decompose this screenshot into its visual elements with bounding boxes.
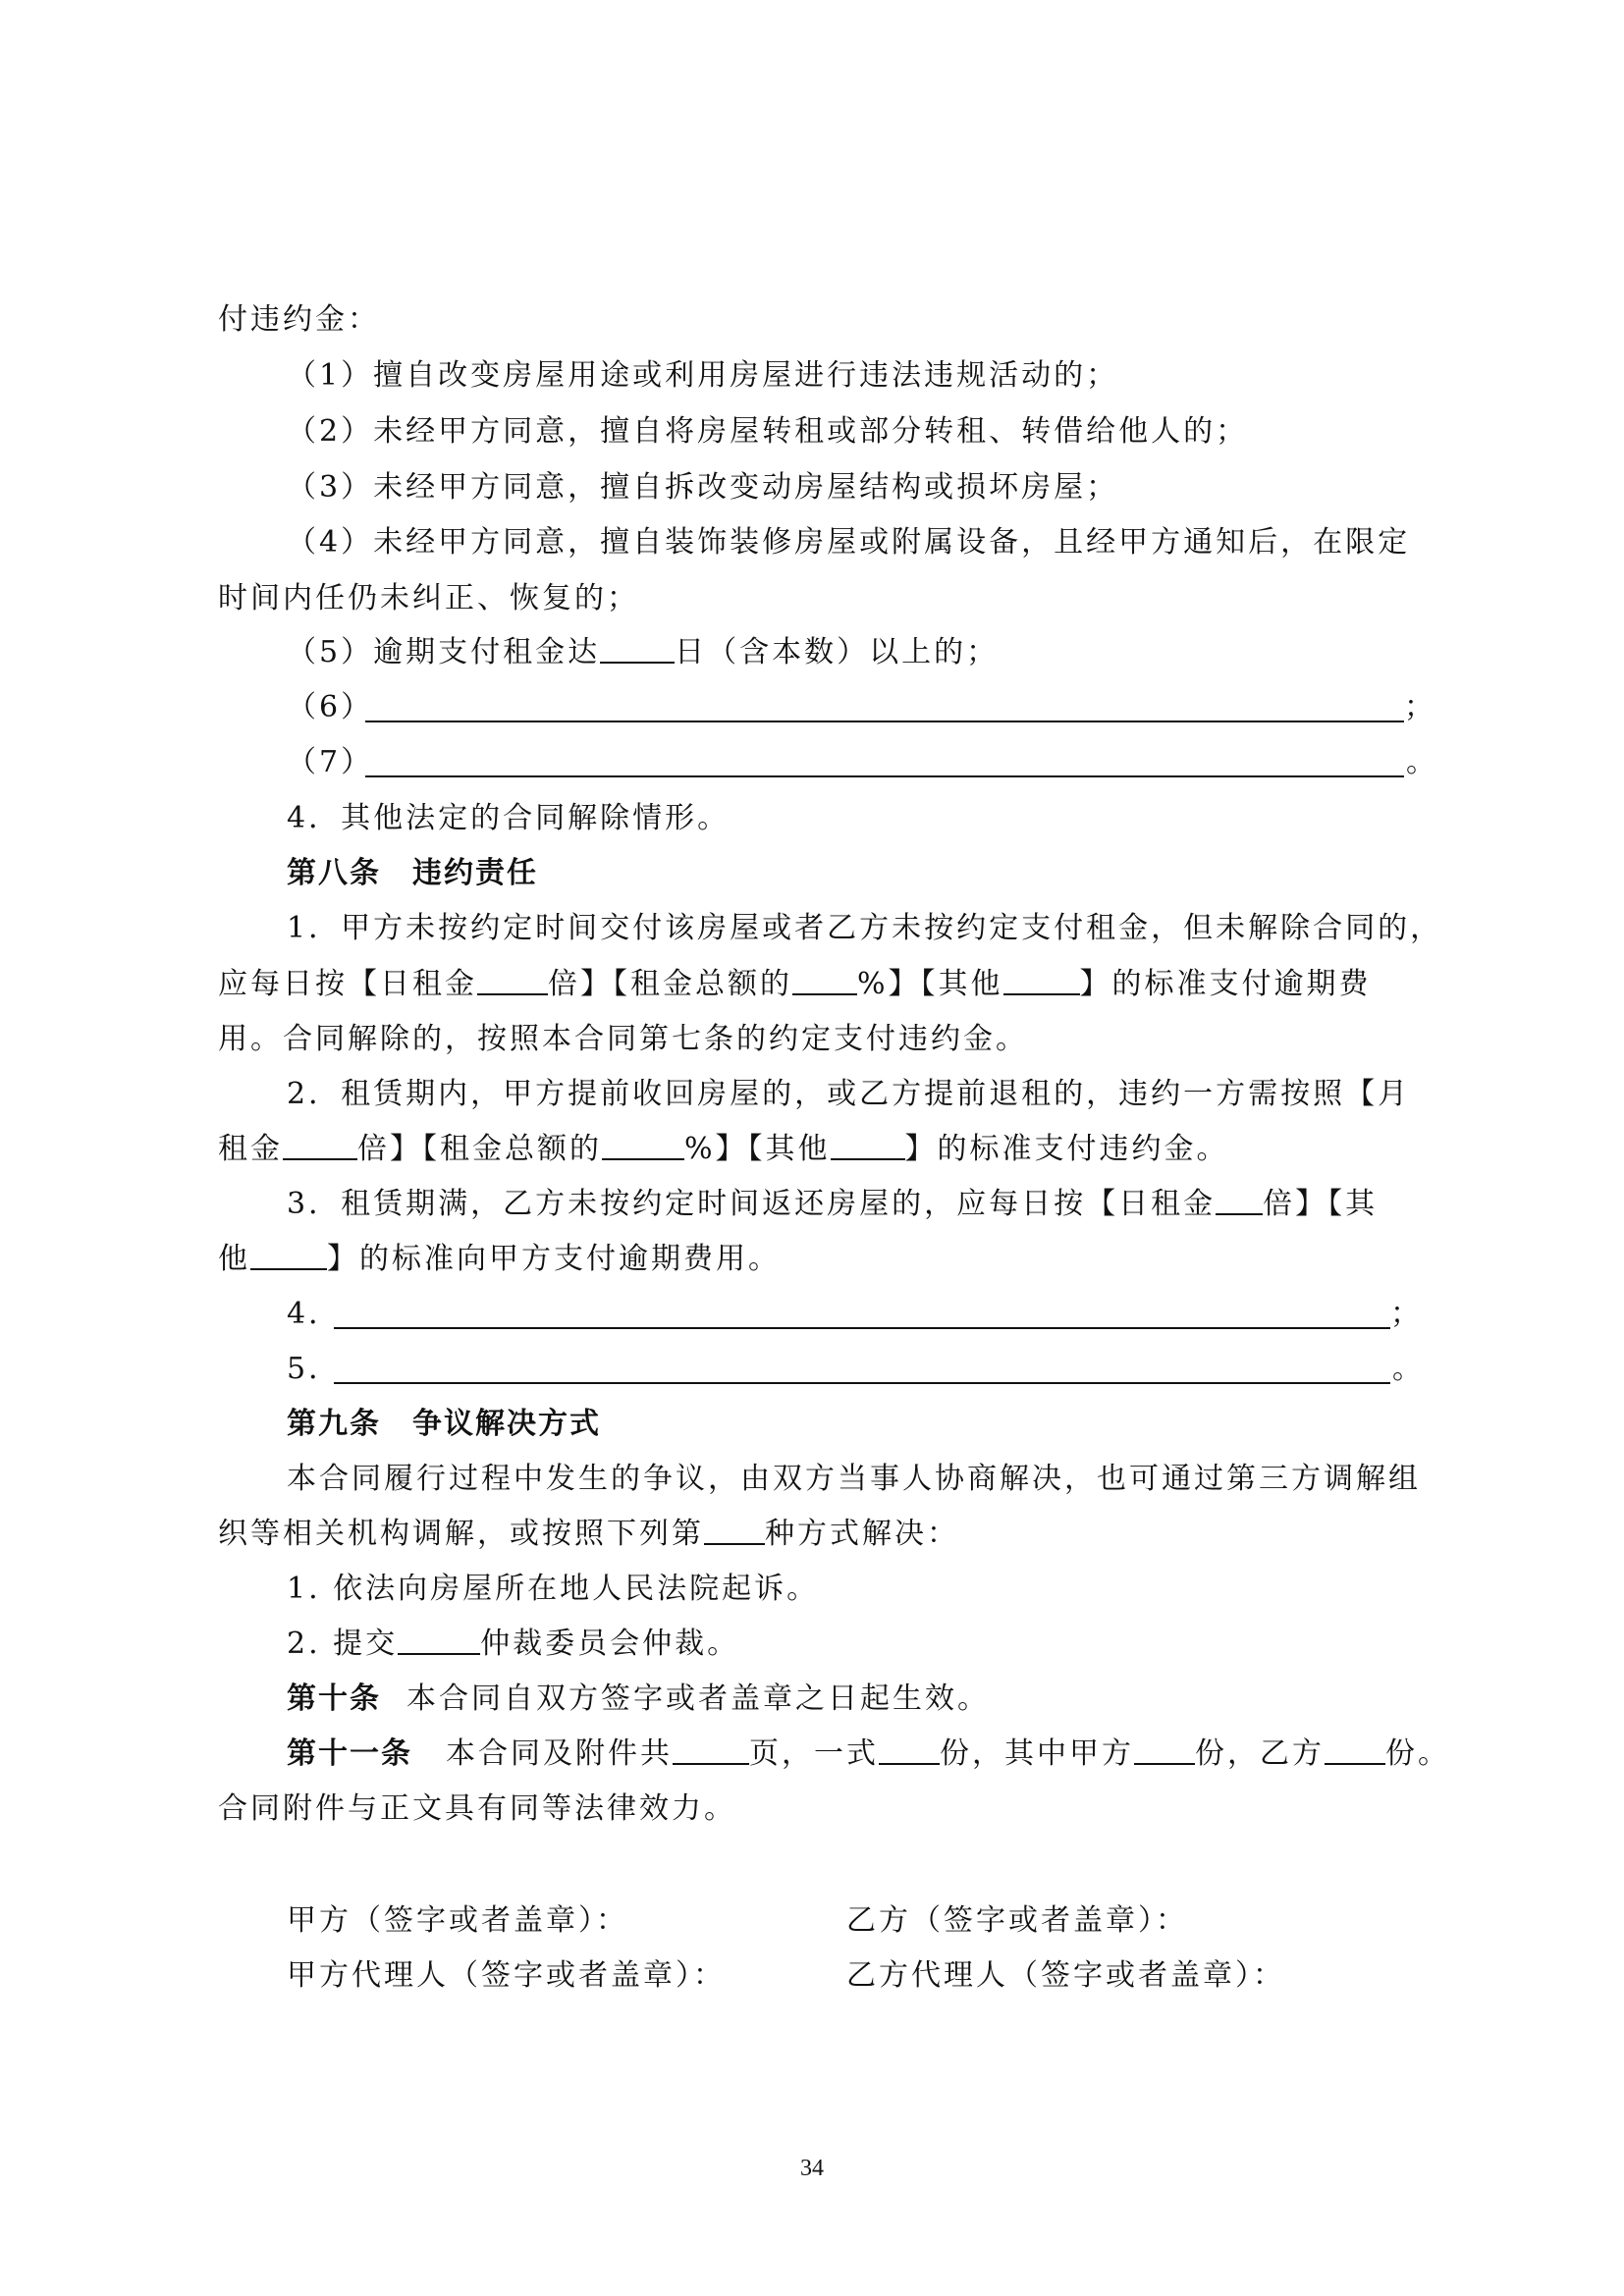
party-b-agent-signature-label (846, 1949, 1377, 2003)
blank-field[interactable] (704, 1514, 765, 1545)
text: （5）逾期支付租金达 (287, 635, 601, 669)
blank-line[interactable] (365, 719, 1404, 722)
text: 3．租赁期满，乙方未按约定时间返还房屋的，应每日按【日租金 (287, 1187, 1217, 1221)
clause-item-1 (287, 348, 1431, 403)
section-heading (287, 846, 1431, 901)
text: ； (1404, 690, 1436, 724)
text: 。 (1406, 745, 1438, 779)
text: （2）未经甲方同意，擅自将房屋转租或部分转租、转借给他人的； (287, 414, 1249, 449)
text: 种方式解决： (765, 1517, 959, 1551)
text: 合同附件与正文具有同等法律效力。 (218, 1791, 736, 1826)
text: 违约责任 (412, 856, 538, 890)
clause-item-4-cont (218, 571, 1431, 626)
blank-field[interactable] (831, 1129, 905, 1160)
text: 争议解决方式 (412, 1407, 601, 1441)
text: （3）未经甲方同意，擅自拆改变动房屋结构或损坏房屋； (287, 470, 1119, 505)
party-b-signature-label (846, 1894, 1357, 1949)
text: 5． (287, 1352, 342, 1386)
text: 。 (1392, 1352, 1425, 1386)
text: 甲方代理人（签字或者盖章）： (287, 1958, 726, 1993)
text: 2．租赁期内，甲方提前收回房屋的，或乙方提前退租的，违约一方需按照【月 (287, 1077, 1411, 1111)
blank-field[interactable] (600, 632, 675, 664)
text: 4． (287, 1297, 342, 1331)
clause-item-5 (287, 625, 1431, 680)
blank-field[interactable] (398, 1624, 480, 1655)
blank-field[interactable] (1134, 1734, 1195, 1765)
clause-item-3 (287, 460, 1431, 515)
clause-text (287, 1452, 1431, 1507)
blank-field[interactable] (250, 1239, 327, 1270)
blank-field[interactable] (477, 964, 548, 995)
clause-item (287, 901, 1443, 956)
text: 1. 依法向房屋所在地人民法院起诉。 (287, 1572, 820, 1606)
text-line (218, 1782, 1431, 1837)
text: 付违约金： (218, 302, 380, 337)
text-line (1392, 1342, 1432, 1397)
text-line (1390, 1287, 1430, 1342)
text: 本合同履行过程中发生的争议，由双方当事人协商解决，也可通过第三方调解组 (287, 1462, 1421, 1496)
clause-item-6 (287, 680, 1431, 735)
text: 2. 提交 (287, 1627, 399, 1661)
blank-line[interactable] (365, 774, 1404, 777)
text: 用。合同解除的，按照本合同第七条的约定支付违约金。 (218, 1022, 1028, 1056)
text: 织等相关机构调解，或按照下列第 (218, 1517, 704, 1551)
text: 份，其中甲方 (940, 1736, 1134, 1771)
text: 页，一式 (749, 1736, 879, 1771)
text: 份。 (1385, 1736, 1450, 1771)
text: 时间内任仍未纠正、恢复的； (218, 581, 639, 615)
text-line (218, 1122, 1431, 1177)
section-line (287, 1727, 1450, 1782)
section-heading: 第十一条 (287, 1736, 412, 1771)
clause-item-2 (287, 404, 1431, 459)
clause-item (287, 1287, 1431, 1342)
clause-item-7 (287, 735, 1431, 790)
text: （1）擅自改变房屋用途或利用房屋进行违法违规活动的； (287, 358, 1119, 393)
text: 】的标准支付逾期费 (1079, 967, 1372, 1001)
blank-field[interactable] (673, 1734, 749, 1765)
text: 仲裁委员会仲裁。 (480, 1627, 740, 1661)
section-heading: 第十条 (287, 1682, 381, 1716)
clause-item (287, 791, 1431, 846)
text: 本合同自双方签字或者盖章之日起生效。 (406, 1682, 990, 1716)
text-line (218, 293, 1431, 347)
blank-line[interactable] (334, 1380, 1390, 1384)
blank-line[interactable] (334, 1325, 1390, 1329)
text: （7） (287, 745, 374, 779)
text: 应每日按【日租金 (218, 967, 477, 1001)
text: 乙方（签字或者盖章）： (846, 1903, 1188, 1938)
clause-item-4 (287, 515, 1431, 570)
blank-field[interactable] (1216, 1184, 1263, 1215)
blank-field[interactable] (602, 1129, 684, 1160)
party-a-agent-signature-label (287, 1949, 817, 2003)
blank-field[interactable] (1003, 964, 1080, 995)
text: 日（含本数）以上的； (675, 635, 1000, 669)
blank-field[interactable] (1325, 1734, 1385, 1765)
clause-item (287, 1177, 1431, 1232)
text: 4．其他法定的合同解除情形。 (287, 801, 731, 835)
text: （4）未经甲方同意，擅自装饰装修房屋或附属设备，且经甲方通知后，在限定 (287, 525, 1411, 560)
text-line (218, 1232, 1431, 1287)
text: 1．甲方未按约定时间交付该房屋或者乙方未按约定支付租金，但未解除合同的， (287, 911, 1443, 945)
text-line (1404, 680, 1443, 735)
blank-field[interactable] (792, 964, 857, 995)
text: 】的标准支付违约金。 (904, 1132, 1229, 1166)
text: 倍】【租金总额的 (548, 967, 792, 1001)
text: 第八条 (287, 856, 381, 890)
text: （6） (287, 690, 374, 724)
text: 第九条 (287, 1407, 381, 1441)
section-heading (287, 1397, 1431, 1452)
clause-item (287, 1067, 1431, 1122)
text: 他 (218, 1242, 250, 1276)
blank-field[interactable] (283, 1129, 357, 1160)
section-line (287, 1672, 1431, 1727)
text: 租金 (218, 1132, 283, 1166)
text: %】【其他 (684, 1132, 831, 1166)
text-line (1406, 735, 1445, 790)
text: ； (1390, 1297, 1423, 1331)
text: %】【其他 (857, 967, 1003, 1001)
blank-field[interactable] (879, 1734, 940, 1765)
clause-item (287, 1617, 1431, 1672)
clause-item (287, 1562, 1431, 1617)
text: 本合同及附件共 (446, 1736, 673, 1771)
text-line (218, 1012, 1431, 1067)
clause-item (287, 1342, 1431, 1397)
text: 乙方代理人（签字或者盖章）： (846, 1958, 1285, 1993)
text: 倍】【其 (1263, 1187, 1379, 1221)
text: 份，乙方 (1195, 1736, 1325, 1771)
text-line (218, 1507, 1431, 1562)
text: 甲方（签字或者盖章）： (287, 1903, 628, 1938)
text: 倍】【租金总额的 (357, 1132, 602, 1166)
page-number: 34 (800, 2156, 824, 2181)
party-a-signature-label (287, 1894, 797, 1949)
text: 】的标准向甲方支付逾期费用。 (327, 1242, 781, 1276)
text-line (218, 957, 1431, 1012)
